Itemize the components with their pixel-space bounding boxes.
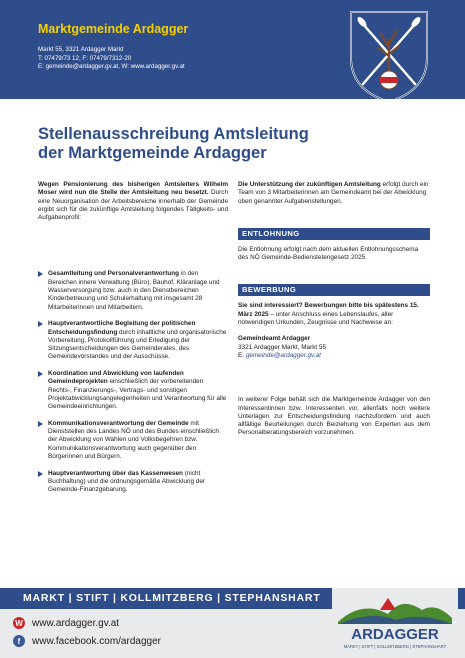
website-row[interactable]	[13, 617, 119, 629]
website-icon: W	[13, 617, 25, 629]
org-name: Marktgemeinde Ardagger	[38, 22, 189, 36]
logo-tagline: MARKT | STIFT | KOLLMITZBERG | STEPHANSHART	[343, 644, 447, 649]
intro-text: Durch eine Neuorganisation der Arbeitsbereiche innerhalb der Gemeinde ergibt sich für die zukünftige Amtsleitung folgendes Tätigkeits- und Aufgabenprofil:	[38, 189, 228, 222]
triangle-bullet-icon	[38, 271, 43, 277]
list-item	[38, 470, 228, 495]
banner-text: MARKT | STIFT | KOLLMITZBERG | STEPHANSHART	[23, 592, 321, 604]
page-title	[38, 125, 438, 163]
triangle-bullet-icon	[38, 321, 43, 327]
task-text: einschließlich der vorbereitenden Rechts-, Finanzierungs-, Vertrags- und sonstigen Projektabwicklungsangelegenheiten und Verantwortung für alle Gemeindeeinrichtungen.	[48, 378, 227, 411]
list-item	[38, 270, 228, 311]
salary-heading: ENTLOHNUNG	[238, 228, 430, 240]
closing-paragraph: In weiterer Folge behält sich die Marktgemeinde Ardagger von den Interessentinnen bzw. Interessenten vor, allenfalls noch weitere Unterlagen zur Entscheidungsfindung nachzufordern und auch allfällige Beurteilungen durch Beiziehung von Experten aus dem Personalberatungsbereich vorzunehmen.	[238, 396, 430, 437]
application-bold: Sie sind interessiert? Bewerbungen bitte bis spätestens 15. März 2025	[238, 302, 419, 318]
contact-block	[238, 335, 430, 360]
task-title: Hauptverantwortliche Begleitung der politischen Entscheidungsfindung	[48, 320, 196, 336]
logo-wordmark: ARDAGGER	[351, 626, 439, 643]
title-line: der Marktgemeinde Ardagger	[38, 144, 267, 162]
task-text: (nicht Buchhaltung) und die ordnungsgemäße Abwicklung der Gemeinde-Finanzgebarung.	[48, 469, 206, 494]
task-title: Kommunikationsverantwortung der Gemeinde	[48, 419, 189, 427]
title-line: Stellenausschreibung Amtsleitung	[38, 125, 309, 143]
task-title: Koordination und Abwicklung von laufenden Gemeindeprojekten	[48, 370, 184, 386]
application-text: – unter Anschluss eines Lebenslaufes, aller notwendigen Urkunden, Zeugnisse und Nachweise an:	[238, 310, 394, 327]
left-column	[38, 181, 228, 503]
task-text: durch inhaltliche und organisatorische Vorbereitung, Protokollführung und Erledigung der Sitzungsentscheidungen des Gemeinderates, des Gemeindevorstandes und der Ausschüsse.	[48, 328, 227, 361]
list-item	[38, 370, 228, 411]
contact-line: E: gemeinde@ardagger.gv.at, W: www.ardagger.gv.at	[38, 63, 185, 71]
task-text: in den Bereichen innere Verwaltung (Büro), Bauhof, Kläranlage und Wasserversorgung bzw. auch in den Dienstbereichen Kinderbetreuung und Schulerhaltung mit insgesamt 28 Mitarbeiterinnen und Mitarbeitern.	[48, 270, 220, 311]
website-link[interactable]: www.ardagger.gv.at	[32, 617, 120, 629]
support-paragraph	[238, 181, 430, 206]
intro-bold: Wegen Pensionierung des bisherigen Amtsleiters Wilhelm Moser wird nun die Stelle der Amtsleitung neu besetzt.	[38, 181, 228, 197]
support-text: erfolgt durch ein Team von 3 Mitarbeiterinnen am Gemeindeamt bei der Abwicklung oben genannter Aufgabenstellungen.	[238, 181, 429, 205]
intro-paragraph	[38, 181, 228, 222]
task-title: Hauptverantwortung über das Kassenwesen	[48, 469, 183, 477]
contact-name: Gemeindeamt Ardagger	[238, 335, 311, 343]
salary-text: Die Entlohnung erfolgt nach dem aktuellen Entlohnungsschema des NÖ Gemeinde-Bedienstetengesetz 2025.	[238, 245, 419, 262]
contact-email-line	[238, 352, 430, 360]
contact-email-link[interactable]: gemeinde@ardagger.gv.at	[245, 351, 321, 359]
triangle-bullet-icon	[38, 421, 43, 427]
coat-of-arms-icon	[349, 10, 429, 104]
triangle-bullet-icon	[38, 371, 43, 377]
task-text: mit Dienststellen des Landes NÖ und des Bundes einschließlich der Abwicklung von Wahlen und Volksbegehren bzw. Kommunikationsverantwortung auch gegenüber den Bürgerinnen und Bürgern.	[48, 419, 219, 461]
ardagger-logo	[332, 588, 458, 654]
task-list	[38, 270, 228, 494]
task-title: Gesamtleitung und Personalverantwortung	[48, 270, 180, 278]
contact-address: 3321 Ardagger Markt, Markt 55	[238, 343, 327, 351]
phone-line: T: 07479/73 12, F: 07479/7312-20	[38, 54, 132, 62]
support-bold: Die Unterstützung der zukünftigen Amtsleitung	[238, 181, 381, 188]
address-line: Markt 55, 3321 Ardagger Markt	[38, 46, 124, 53]
facebook-icon: f	[13, 635, 25, 647]
triangle-bullet-icon	[38, 471, 43, 477]
list-item	[38, 420, 228, 461]
right-column	[238, 181, 430, 452]
org-address	[38, 46, 185, 72]
list-item	[38, 320, 228, 361]
application-heading: BEWERBUNG	[238, 284, 430, 296]
facebook-link[interactable]: www.facebook.com/ardagger	[32, 635, 161, 647]
facebook-row[interactable]	[13, 635, 161, 647]
application-paragraph	[238, 302, 430, 327]
email-prefix: E:	[238, 351, 246, 359]
